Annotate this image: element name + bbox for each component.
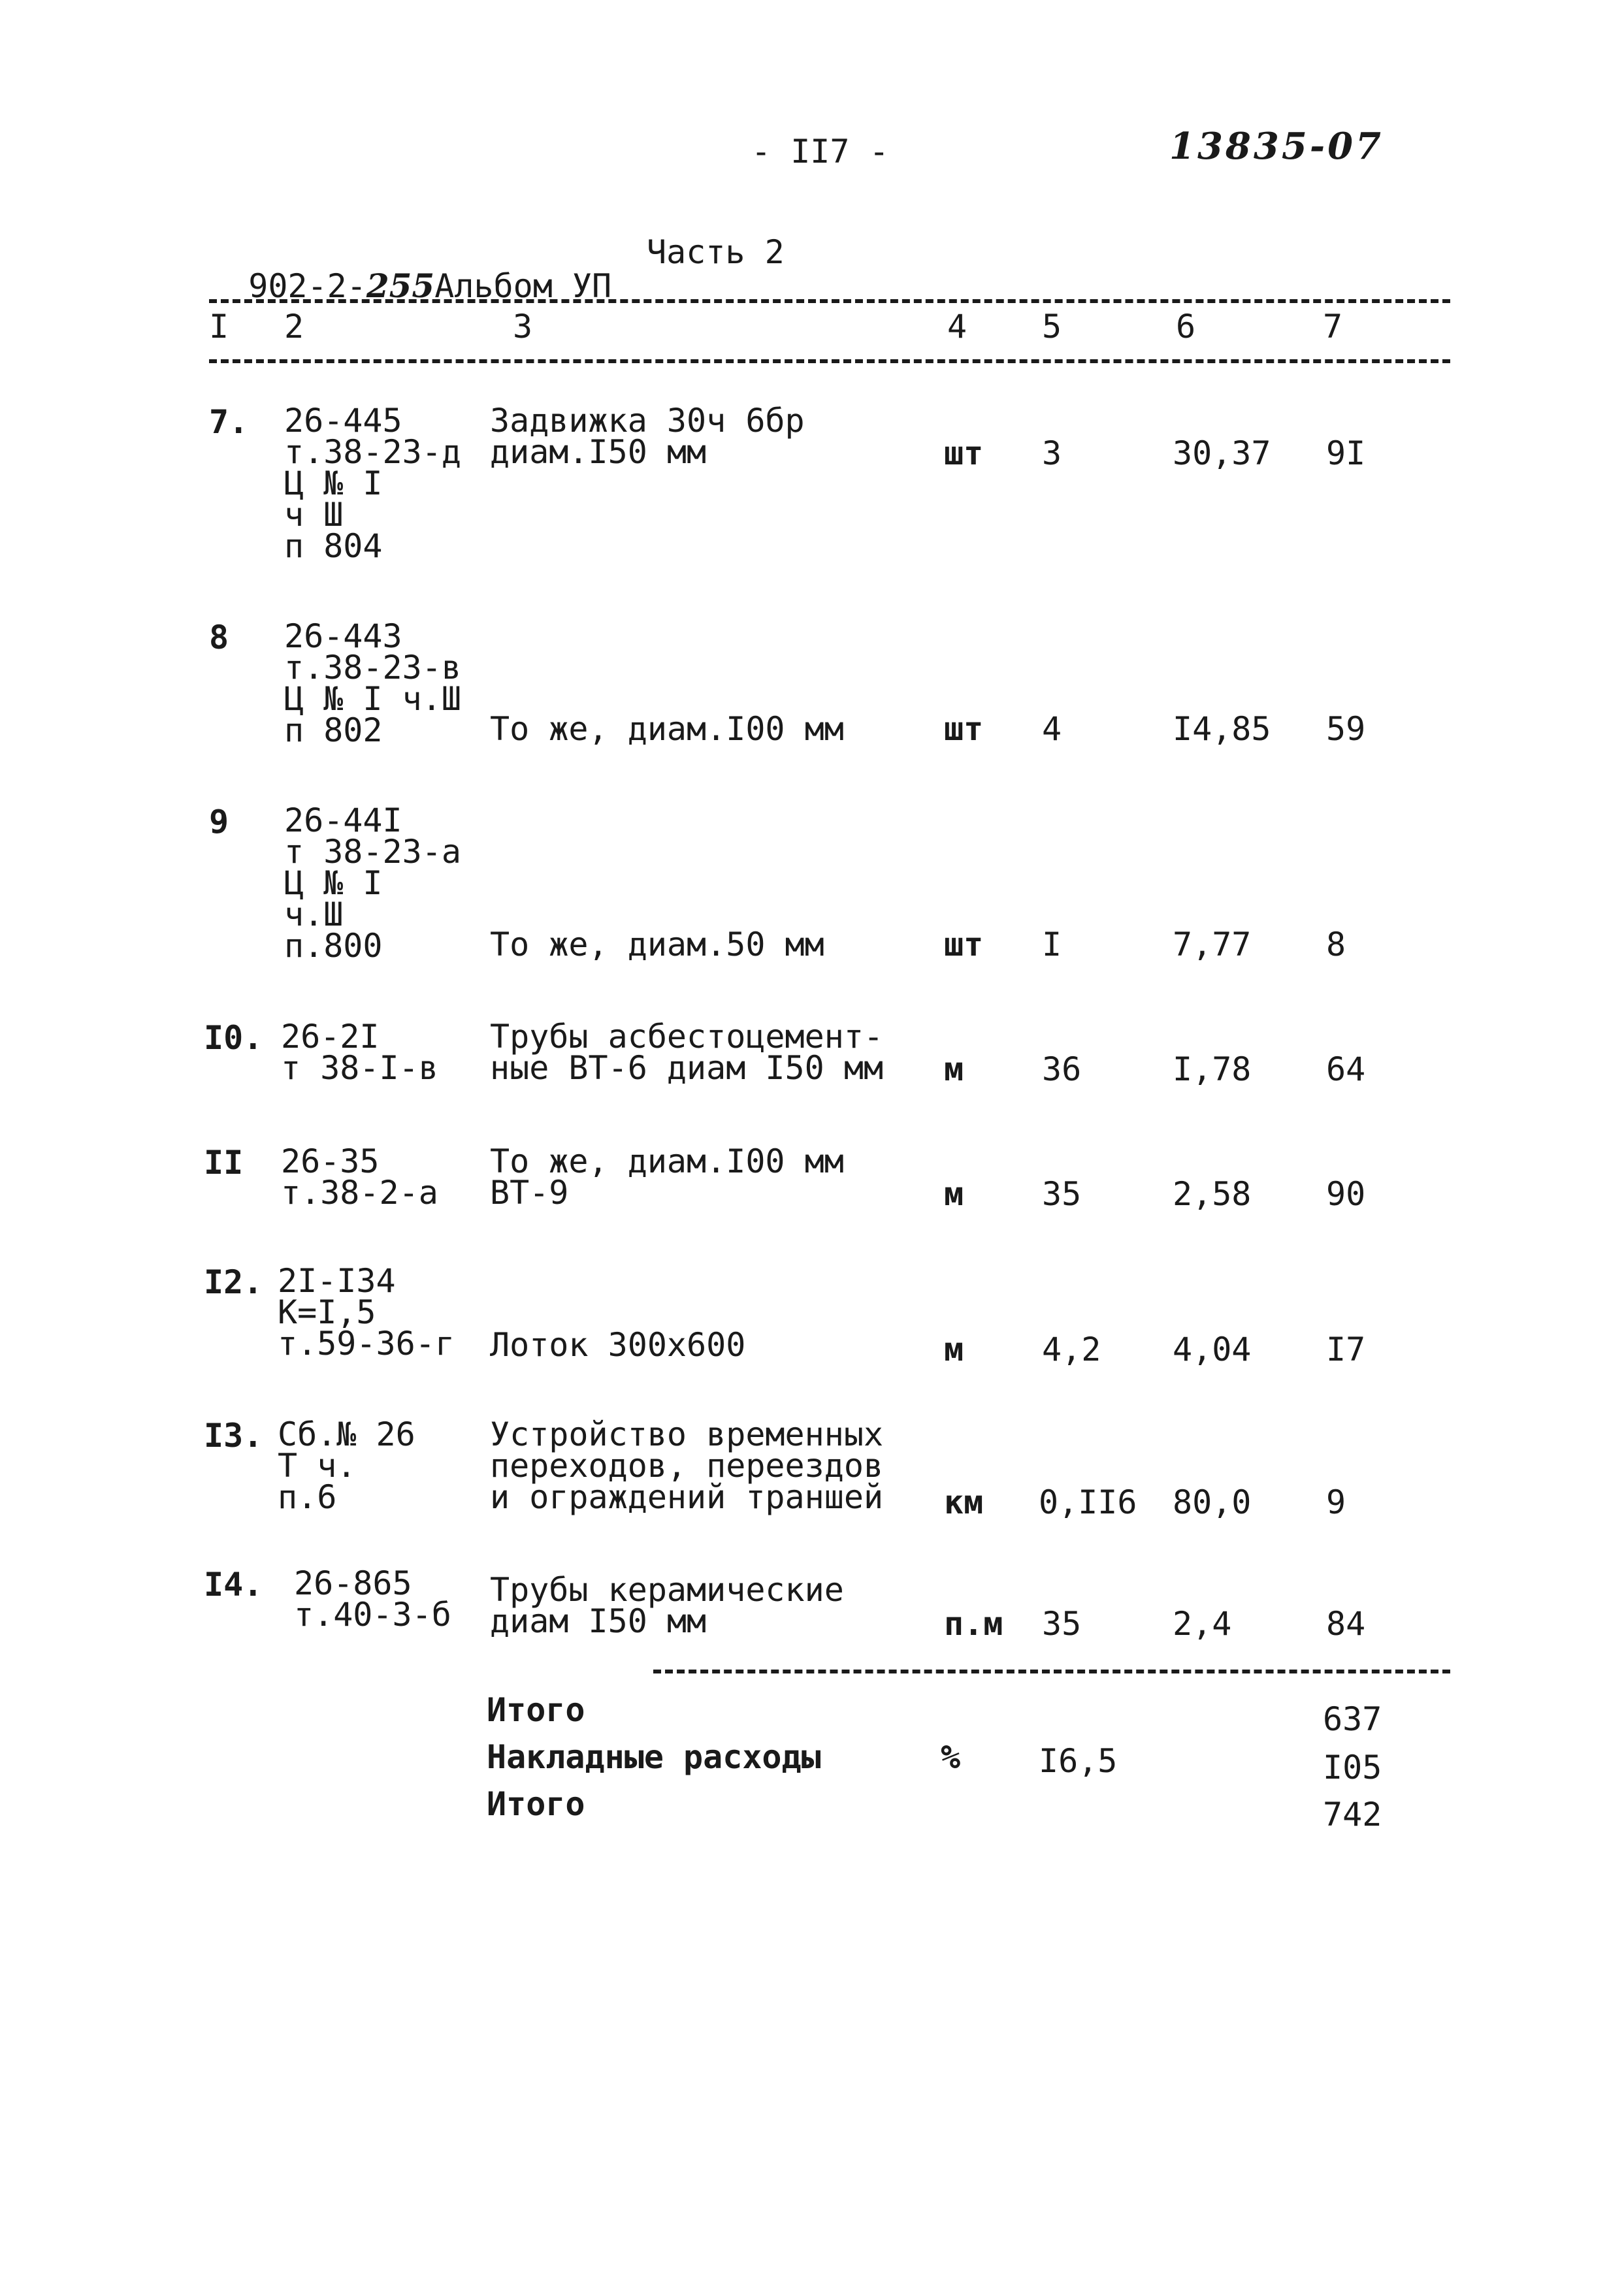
row-number: 8 (209, 619, 229, 656)
row-description: То же, диам.50 мм (490, 926, 824, 963)
row-price: 80,0 (1173, 1483, 1252, 1521)
header-rule-top (209, 299, 1450, 303)
col-header-2: 2 (284, 308, 304, 346)
col-header-5: 5 (1042, 308, 1062, 346)
row-price: 7,77 (1173, 926, 1252, 963)
row-price: 30,37 (1173, 434, 1271, 472)
row-unit: км (944, 1483, 984, 1521)
row-code: 26-443 т.38-23-в Ц № I ч.Ш п 802 (284, 617, 461, 749)
row-description: Лоток 300х600 (490, 1326, 746, 1364)
row-total: I7 (1326, 1331, 1366, 1368)
project-handwritten-number: 255 (366, 267, 435, 305)
handwritten-document-id: 13835-07 (1169, 125, 1384, 168)
row-quantity: 3 (1042, 434, 1062, 472)
row-quantity: 35 (1042, 1605, 1082, 1643)
summary-label: Итого (487, 1785, 585, 1823)
row-quantity: I (1042, 926, 1062, 963)
row-code: 2I-I34 К=I,5 т.59-36-г (278, 1262, 455, 1363)
summary-label: Накладные расходы (487, 1738, 821, 1776)
summary-unit: % (941, 1738, 961, 1776)
header-rule-bottom (209, 359, 1450, 363)
row-unit: п.м (944, 1605, 1003, 1643)
row-quantity: 35 (1042, 1175, 1082, 1213)
row-code: 26-865 т.40-3-б (294, 1564, 451, 1634)
row-number: 7. (209, 403, 249, 441)
row-number: I4. (204, 1566, 263, 1604)
row-description: То же, диам.I00 мм ВТ-9 (490, 1142, 844, 1212)
summary-total: I05 (1323, 1749, 1382, 1786)
row-price: I4,85 (1173, 710, 1271, 748)
col-header-4: 4 (947, 308, 967, 346)
project-prefix: 902-2- (248, 267, 366, 305)
row-number: II (204, 1144, 244, 1182)
row-price: 2,58 (1173, 1175, 1252, 1213)
row-description: Устройство временных переходов, переездов и ограждений траншей (490, 1415, 884, 1516)
album-label: Альбом УП (434, 267, 612, 305)
row-description: То же, диам.I00 мм (490, 710, 844, 748)
summary-total: 637 (1323, 1700, 1382, 1738)
row-code: 26-44I т 38-23-а Ц № I ч.Ш п.800 (284, 801, 461, 965)
row-quantity: 4,2 (1042, 1331, 1101, 1368)
col-header-7: 7 (1323, 308, 1343, 346)
row-description: Трубы керамические диам I50 мм (490, 1571, 844, 1640)
row-total: 84 (1326, 1605, 1366, 1643)
row-total: 64 (1326, 1050, 1366, 1088)
row-total: 90 (1326, 1175, 1366, 1213)
row-number: I3. (204, 1417, 263, 1455)
row-code: 26-2I т 38-I-в (281, 1018, 438, 1087)
row-unit: шт (944, 926, 984, 963)
col-header-3: 3 (513, 308, 533, 346)
row-code: 26-35 т.38-2-а (281, 1142, 438, 1212)
row-total: 59 (1326, 710, 1366, 748)
row-total: 9 (1326, 1483, 1346, 1521)
row-unit: м (944, 1175, 964, 1213)
row-price: 2,4 (1173, 1605, 1232, 1643)
part-label: Часть 2 (647, 233, 785, 271)
row-unit: шт (944, 710, 984, 748)
row-number: I0. (204, 1019, 263, 1057)
col-header-6: 6 (1176, 308, 1196, 346)
row-number: I2. (204, 1263, 263, 1301)
row-quantity: 36 (1042, 1050, 1082, 1088)
row-number: 9 (209, 803, 229, 841)
row-description: Трубы асбестоцемент- ные ВТ-6 диам I50 мм (490, 1018, 884, 1087)
summary-rule (653, 1670, 1450, 1673)
row-code: Сб.№ 26 Т ч. п.6 (278, 1415, 415, 1516)
page-number: - II7 - (751, 133, 889, 170)
row-unit: шт (944, 434, 984, 472)
row-unit: м (944, 1050, 964, 1088)
row-price: 4,04 (1173, 1331, 1252, 1368)
row-code: 26-445 т.38-23-д Ц № I ч Ш п 804 (284, 402, 461, 565)
row-price: I,78 (1173, 1050, 1252, 1088)
summary-value: I6,5 (1039, 1742, 1118, 1780)
row-unit: м (944, 1331, 964, 1368)
summary-label: Итого (487, 1691, 585, 1729)
row-total: 9I (1326, 434, 1366, 472)
col-header-1: I (209, 308, 229, 346)
row-description: Задвижка 30ч 6бр диам.I50 мм (490, 402, 805, 471)
summary-total: 742 (1323, 1796, 1382, 1834)
project-title (209, 235, 611, 303)
row-total: 8 (1326, 926, 1346, 963)
row-quantity: 4 (1042, 710, 1062, 748)
row-quantity: 0,II6 (1039, 1483, 1137, 1521)
